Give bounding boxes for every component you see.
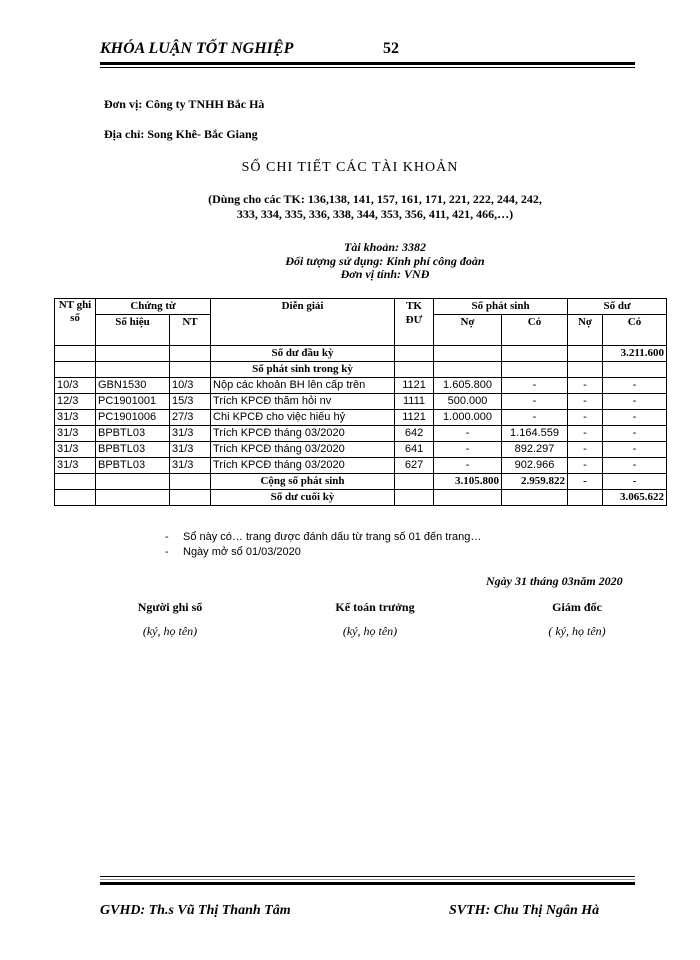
- cell-voucher-date: 31/3: [170, 458, 211, 474]
- signature-title-chief-accountant: Kế toán trưởng: [335, 600, 415, 614]
- note-item: - Ngày mở sổ 01/03/2020: [165, 546, 301, 558]
- col-du-no: Nợ: [568, 315, 603, 346]
- cell-contra-account: 641: [395, 442, 434, 458]
- cell-description: Trích KPCĐ tháng 03/2020: [211, 442, 395, 458]
- cell-balance-credit: -: [603, 458, 667, 474]
- document-title: SỔ CHI TIẾT CÁC TÀI KHOẢN: [241, 160, 459, 175]
- currency-unit: Đơn vị tính: VNĐ: [340, 267, 430, 281]
- cell-description: Trích KPCĐ tháng 03/2020: [211, 426, 395, 442]
- table-row: [55, 458, 667, 474]
- footer-rule-thin: [100, 876, 635, 877]
- cell-voucher-date: 31/3: [170, 442, 211, 458]
- signature-title-recorder: Người ghi sổ: [137, 600, 203, 614]
- cell-voucher-no: BPBTL03: [96, 458, 170, 474]
- cell-date-recorded: 31/3: [55, 442, 96, 458]
- col-chung-tu: Chứng từ: [96, 299, 211, 315]
- col-nt: NT: [170, 315, 211, 346]
- cell-credit: 892.297: [502, 442, 568, 458]
- col-ps-no: Nợ: [434, 315, 502, 346]
- header-rule: [100, 62, 635, 65]
- cell-credit: 902.966: [502, 458, 568, 474]
- usage-line-1: (Dùng cho các TK: 136,138, 141, 157, 161, 171, 221, 222, 244, 242,: [208, 192, 542, 206]
- footer-rule-mid: [100, 879, 635, 880]
- total-row: [55, 474, 667, 490]
- cell-contra-account: 1121: [395, 410, 434, 426]
- cell-balance-debit: -: [568, 458, 603, 474]
- cell-contra-account: 642: [395, 426, 434, 442]
- cell-voucher-date: 31/3: [170, 426, 211, 442]
- cell-debit: 1.000.000: [434, 410, 502, 426]
- table-row: [55, 410, 667, 426]
- note-item: - Sổ này có… trang được đánh dấu từ trang số 01 đến trang…: [165, 531, 482, 543]
- signature-note-recorder: (ký, họ tên): [142, 624, 198, 638]
- sign-date: Ngày 31 tháng 03năm 2020: [486, 574, 623, 588]
- cell-voucher-no: PC1901006: [96, 410, 170, 426]
- col-tk-du: TK ĐƯ: [395, 299, 434, 346]
- account-number: Tài khoản: 3382: [343, 240, 426, 254]
- table-row: [55, 378, 667, 394]
- col-so-du: Số dư: [568, 299, 667, 315]
- page-number: 52: [383, 40, 399, 57]
- col-nt-ghi-so: NT ghi sổ: [55, 299, 96, 346]
- cell-balance-credit: -: [603, 394, 667, 410]
- cell-voucher-no: BPBTL03: [96, 442, 170, 458]
- total-ps-no: 3.105.800: [434, 474, 502, 490]
- opening-balance-row: [55, 346, 667, 362]
- account-subject: Đối tượng sử dụng: Kinh phí công đoàn: [285, 254, 485, 268]
- signature-title-director: Giám đốc: [552, 600, 602, 614]
- total-du-no: -: [568, 474, 603, 490]
- table-row: [55, 426, 667, 442]
- cell-voucher-no: BPBTL03: [96, 426, 170, 442]
- total-label: Cộng số phát sinh: [211, 474, 395, 490]
- usage-note: [150, 192, 600, 222]
- cell-debit: -: [434, 458, 502, 474]
- cell-voucher-no: GBN1530: [96, 378, 170, 394]
- cell-contra-account: 1121: [395, 378, 434, 394]
- unit-name: Đơn vị: Công ty TNHH Bắc Hà: [104, 97, 265, 111]
- cell-voucher-no: PC1901001: [96, 394, 170, 410]
- cell-balance-debit: -: [568, 378, 603, 394]
- cell-debit: 500.000: [434, 394, 502, 410]
- footer-student: SVTH: Chu Thị Ngân Hà: [449, 903, 600, 918]
- footer-rule: [100, 882, 635, 885]
- cell-balance-debit: -: [568, 394, 603, 410]
- cell-description: Trích KPCĐ tháng 03/2020: [211, 458, 395, 474]
- cell-credit: -: [502, 394, 568, 410]
- period-row: [55, 362, 667, 378]
- header-row: [55, 299, 667, 315]
- col-du-co: Có: [603, 315, 667, 346]
- notes: [165, 530, 481, 560]
- ledger-table: [54, 298, 667, 506]
- cell-credit: -: [502, 378, 568, 394]
- cell-debit: 1.605.800: [434, 378, 502, 394]
- signature-note-chief-accountant: (ký, họ tên): [342, 624, 398, 638]
- cell-balance-debit: -: [568, 442, 603, 458]
- usage-line-2: 333, 334, 335, 336, 338, 344, 353, 356, 411, 421, 466,…): [236, 207, 514, 221]
- closing-balance-value: 3.065.622: [603, 490, 667, 506]
- cell-credit: 1.164.559: [502, 426, 568, 442]
- cell-voucher-date: 15/3: [170, 394, 211, 410]
- total-ps-co: 2.959.822: [502, 474, 568, 490]
- footer-supervisor: GVHD: Th.s Vũ Thị Thanh Tâm: [100, 903, 291, 918]
- unit-address: Địa chỉ: Song Khê- Bắc Giang: [104, 127, 258, 141]
- cell-date-recorded: 12/3: [55, 394, 96, 410]
- signature-note-director: ( ký, họ tên): [548, 624, 606, 638]
- cell-description: Nộp các khoản BH lên cấp trên: [211, 378, 395, 394]
- cell-date-recorded: 31/3: [55, 458, 96, 474]
- col-so-phat-sinh: Số phát sinh: [434, 299, 568, 315]
- col-ps-co: Có: [502, 315, 568, 346]
- cell-balance-debit: -: [568, 410, 603, 426]
- cell-date-recorded: 31/3: [55, 426, 96, 442]
- cell-voucher-date: 10/3: [170, 378, 211, 394]
- opening-balance-value: 3.211.600: [603, 346, 667, 362]
- cell-balance-credit: -: [603, 410, 667, 426]
- cell-debit: -: [434, 442, 502, 458]
- closing-balance-label: Số dư cuối kỳ: [211, 490, 395, 506]
- cell-date-recorded: 10/3: [55, 378, 96, 394]
- header-title: KHÓA LUẬN TỐT NGHIỆP: [100, 40, 294, 57]
- cell-balance-credit: -: [603, 426, 667, 442]
- col-so-hieu: Số hiệu: [96, 315, 170, 346]
- table-row: [55, 394, 667, 410]
- cell-contra-account: 627: [395, 458, 434, 474]
- header-rule-thin: [100, 67, 635, 68]
- cell-voucher-date: 27/3: [170, 410, 211, 426]
- table-row: [55, 442, 667, 458]
- closing-balance-row: [55, 490, 667, 506]
- cell-description: Chi KPCĐ cho việc hiếu hỷ: [211, 410, 395, 426]
- period-label: Số phát sinh trong kỳ: [211, 362, 395, 378]
- cell-debit: -: [434, 426, 502, 442]
- cell-balance-debit: -: [568, 426, 603, 442]
- cell-credit: -: [502, 410, 568, 426]
- col-dien-giai: Diễn giải: [211, 299, 395, 346]
- total-du-co: -: [603, 474, 667, 490]
- cell-balance-credit: -: [603, 442, 667, 458]
- cell-contra-account: 1111: [395, 394, 434, 410]
- cell-description: Trích KPCĐ thăm hỏi nv: [211, 394, 395, 410]
- opening-balance-label: Số dư đầu kỳ: [211, 346, 395, 362]
- cell-balance-credit: -: [603, 378, 667, 394]
- cell-date-recorded: 31/3: [55, 410, 96, 426]
